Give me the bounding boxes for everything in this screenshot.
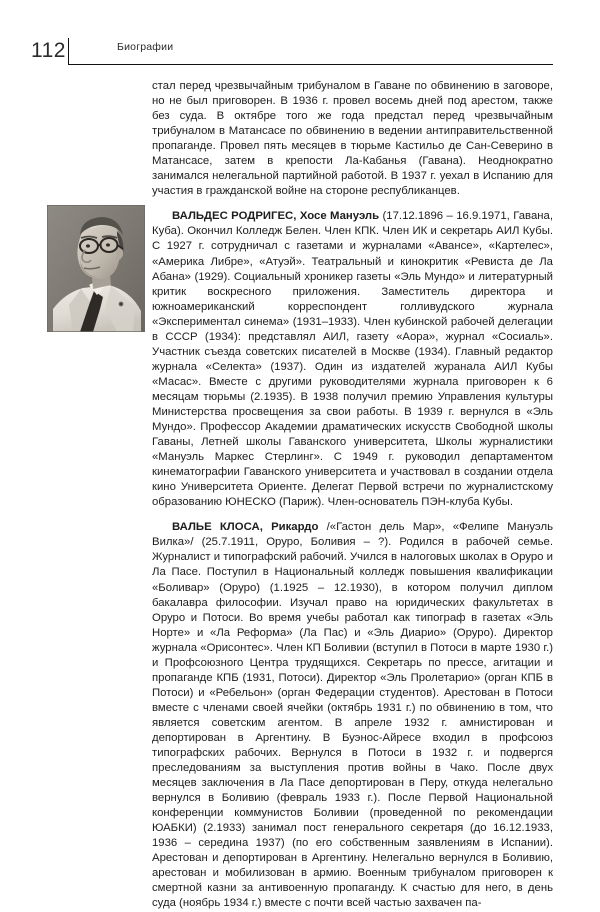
entry-name-valle-closa: ВАЛЬЕ КЛОСА, Рикардо — [172, 521, 319, 534]
paragraph-body: /«Гастон дель Мар», «Фелипе Мануэль Вилка»/ (25.7.1911, Оруро, Боливия – ?). Родился в рабочей семье. Журналист и типографский рабочий. Учился в налоговых школах в Оруро и Ла Пасе. Поступил в Национальный колледж повышения квалификации «Боливар» (Оруро) (1.1925 – 12.1930), в котором получил диплом бакалавра философии. Изучал право на юридических факультетах в Оруро и Потоси. Во время учебы работал как типограф в газетах «Эль Норте» и «Ла Реформа» (Ла Пас) и «Эль Диарио» (Оруро). Директор журнала «Орисонтес». Член КП Боливии (вступил в Потоси в марте 1930 г.) и Профсоюзного Центра трудящихся. Секретарь по прессе, агитации и пропаганде КПБ (1931, Потоси). Директор «Эль Пролетарио» (орган КПБ в Потоси) и «Ребельон» (орган Федерации студентов). Арестован в Потоси вместе с членами своей ячейки (октябрь 1931 г.) по обвинению в том, что является советским агентом. В апреле 1932 г. амнистирован и депортирован в Аргентину. В Буэнос-Айресе входил в профсоюз типографских рабочих. Вернулся в Потоси в 1932 г. и подвергся преследованиям за выступления против войны в Чако. После двух месяцев заключения в Ла Пасе депортирован в Перу, откуда нелегально вернулся в Боливию (февраль 1933 г.). После Первой Национальной конференции коммунистов Боливии (проведенной по рекомендации ЮАБКИ) (2.1933) занимал пост генерального секретаря (до 16.12.1933, 1936 – середина 1937) (по его собственным заявлениям в Испании). Арестован и депортирован в Аргентину. Нелегально вернулся в Боливию, арестован и мобилизован в армию. Военным трибуналом приговорен к смертной казни за антивоенную пропаганду. К счастью для него, в день суда (ноябрь 1934 г.) вместе с почти всей частью захвачен па- — [152, 521, 554, 910]
paragraph-body: (17.12.1896 – 16.9.1971, Гавана, Куба). Окончил Колледж Белен. Член КПК. Член ИК и секретарь АИЛ Кубы. С 1927 г. сотрудничал с газетами и журналами «Авансе», «Картелес», «Америка Либре», «Атуэй». Театральный и кинокритик «Ревиста де Ла Абана» (1929). Социальный хроникер газеты «Эль Мундо» и литературный критик воскресного приложения. Заместитель директора и южноамериканский корреспондент голливудского журнала «Экспериментал синема» (1931–1933). Член кубинской рабочей делегации в СССР (1934): представлял АИЛ, газету «Аора», журнал «Сосиаль». Участник съезда советских писателей в Москве (1934). Главный редактор журнала «Селекта» (1937). Один из издателей журанала АИЛ Кубы «Масас». Вместе с другими руководителями журнала приговорен к 6 месяцам тюрьмы (2.1935). В 1938 получил премию Управления культуры Министерства просвещения за свои работы. В 1939 г. вернулся в «Эль Мундо». Профессор Академии драматических искусств Свободной школы Гаваны, Летней школы Гаванского университета, Школы журналистики «Мануэль Маркес Стерлинг». С 1949 г. руководил департаментом кинематографии Гаванского университета и участвовал в создании отдела кино Университета Ориенте. Делегат Первой встречи по журналистскому образованию ЮНЕСКО (Париж). Член-основатель ПЭН-клуба Кубы. — [152, 210, 553, 509]
body-text-column — [152, 79, 553, 912]
portrait-photo-image — [47, 205, 145, 332]
header-vertical-rule — [68, 38, 69, 65]
header-horizontal-rule — [68, 64, 553, 65]
paragraph-continued-biography — [152, 79, 553, 199]
paragraph-body: стал перед чрезвычайным трибуналом в Гаване по обвинению в заговоре, но не был приговорен. В 1936 г. провел восемь дней под арестом, также без суда. В октябре того же года предстал перед чрезвычайным трибуналом в Матансасе по обвинению в ведении антиправительственной пропаганде. Провел пять месяцев в тюрьме Кастильо де Сан-Северино в Матансасе, затем в крепости Ла-Кабанья (Гавана). Неоднократно занимался нелегальной партийной работой. В 1937 г. уехал в Испанию для участия в гражданской войне на стороне республиканцев. — [152, 80, 553, 198]
entry-name-valdes-rodriguez: ВАЛЬДЕС РОДРИГЕС, Хосе Мануэль — [172, 210, 380, 223]
portrait-photo — [47, 205, 145, 332]
paragraph-valdes-rodriguez — [152, 209, 553, 510]
paragraph-valle-closa — [152, 520, 553, 911]
running-head-label: Биографии — [117, 41, 174, 53]
page-number: 112 — [31, 39, 66, 62]
running-header — [0, 38, 600, 72]
